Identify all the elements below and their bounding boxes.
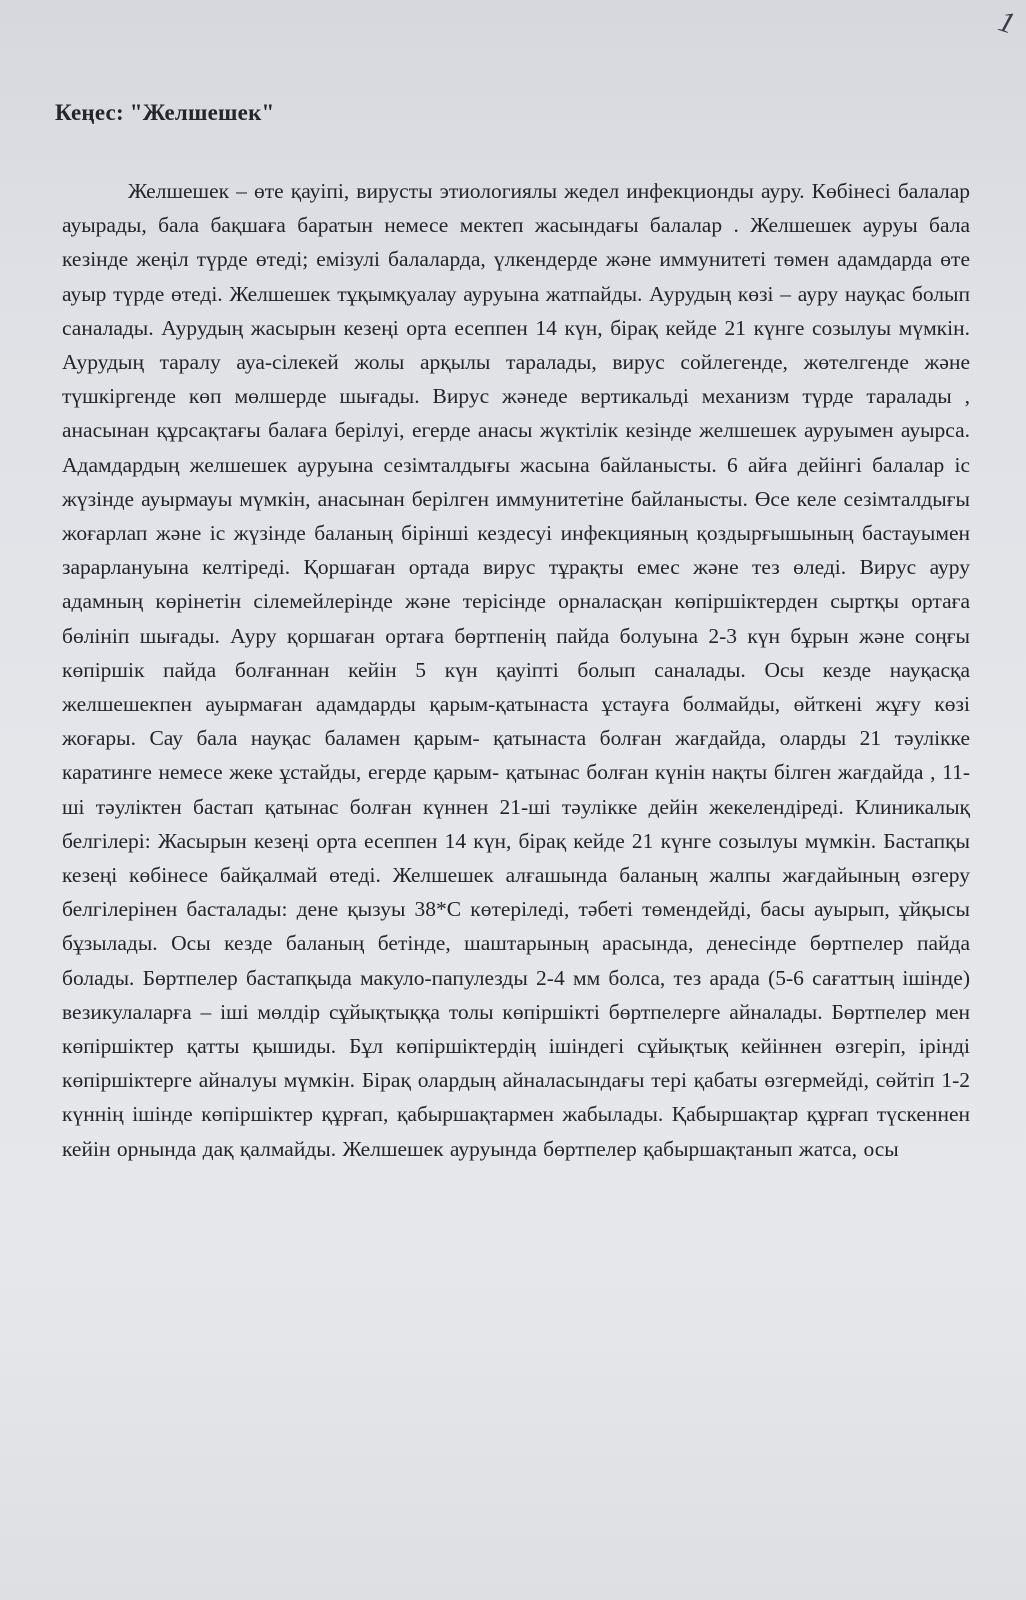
- page-number: 1: [994, 4, 1019, 41]
- body-paragraph: Желшешек – өте қауіпі, вирусты этиологиялы жедел инфекционды ауру. Көбінесі балалар ауырады, бала бақшаға баратын немесе мектеп жасындағы балалар . Желшешек ауруы бала кезінде жеңіл түрде өтеді; емізулі балаларда, үлкендерде және иммунитеті төмен адамдарда өте ауыр түрде өтеді. Желшешек тұқымқуалау ауруына жатпайды. Аурудың көзі – ауру науқас болып саналады. Аурудың жасырын кезеңі орта есеппен 14 күн, бірақ кейде 21 күнге созылуы мүмкін. Аурудың таралу ауа-сілекей жолы арқылы таралады, вирус сойлегенде, жөтелгенде және түшкіргенде көп мөлшерде шығады. Вирус жәнеде вертикальді механизм түрде таралады , анасынан құрсақтағы балаға берілуі, егерде анасы жүктілік кезінде желшешек ауруымен ауырса. Адамдардың желшешек ауруына сезімталдығы жасына байланысты. 6 айға дейінгі балалар іс жүзінде ауырмауы мүмкін, анасынан берілген иммунитетіне байланысты. Өсе келе сезімталдығы жоғарлап және іс жүзінде баланың бірінші кездесуі инфекцияның қоздырғышының бастауымен зарарлануына келтіреді. Қоршаған ортада вирус тұрақты емес және тез өледі. Вирус ауру адамның көрінетін сілемейлерінде және терісінде орналасқан көпіршіктерден сыртқы ортаға бөлініп шығады. Ауру қоршаған ортаға бөртпенің пайда болуына 2-3 күн бұрын және соңғы көпіршік пайда болғаннан кейін 5 күн қауіпті болып саналады. Осы кезде науқасқа желшешекпен ауырмаған адамдарды қарым-қатынаста ұстауға болмайды, өйткені жұғу көзі жоғары. Сау бала науқас баламен қарым- қатынаста болған жағдайда, оларды 21 тәулікке каратинге немесе жеке ұстайды, егерде қарым- қатынас болған күнін нақты білген жағдайда , 11-ші тәуліктен бастап қатынас болған күннен 21-ші тәулікке дейін жекелендіреді. Клиникалық белгілері: Жасырын кезеңі орта есеппен 14 күн, бірақ кейде 21 күнге созылуы мүмкін. Бастапқы кезеңі көбінесе байқалмай өтеді. Желшешек алғашында баланың жалпы жағдайының өзгеру белгілерінен басталады: дене қызуы 38*С көтеріледі, тәбеті төмендейді, басы ауырып, ұйқысы бұзылады. Осы кезде баланың бетінде, шаштарының арасында, денесінде бөртпелер пайда болады. Бөртпелер бастапқыда макуло-папулезды 2-4 мм болса, тез арада (5-6 сағаттың ішінде) везикулаларға – іші мөлдір сұйықтыққа толы көпіршікті бөртпелерге айналады. Бөртпелер мен көпіршіктер қатты қышиды. Бұл көпіршіктердің ішіндегі сұйықтық кейіннен өзгеріп, ірінді көпіршіктерге айналуы мүмкін. Бірақ олардың айналасындағы тері қабаты өзгермейді, сөйтіп 1-2 күннің ішінде көпіршіктер құрғап, қабыршақтармен жабылады. Қабыршақтар құрғап түскеннен кейін орнында дақ қалмайды. Желшешек ауруында бөртпелер қабыршақтанып жатса, осы: [62, 179, 970, 1161]
- document-title: Кеңес: "Желшешек": [55, 100, 275, 125]
